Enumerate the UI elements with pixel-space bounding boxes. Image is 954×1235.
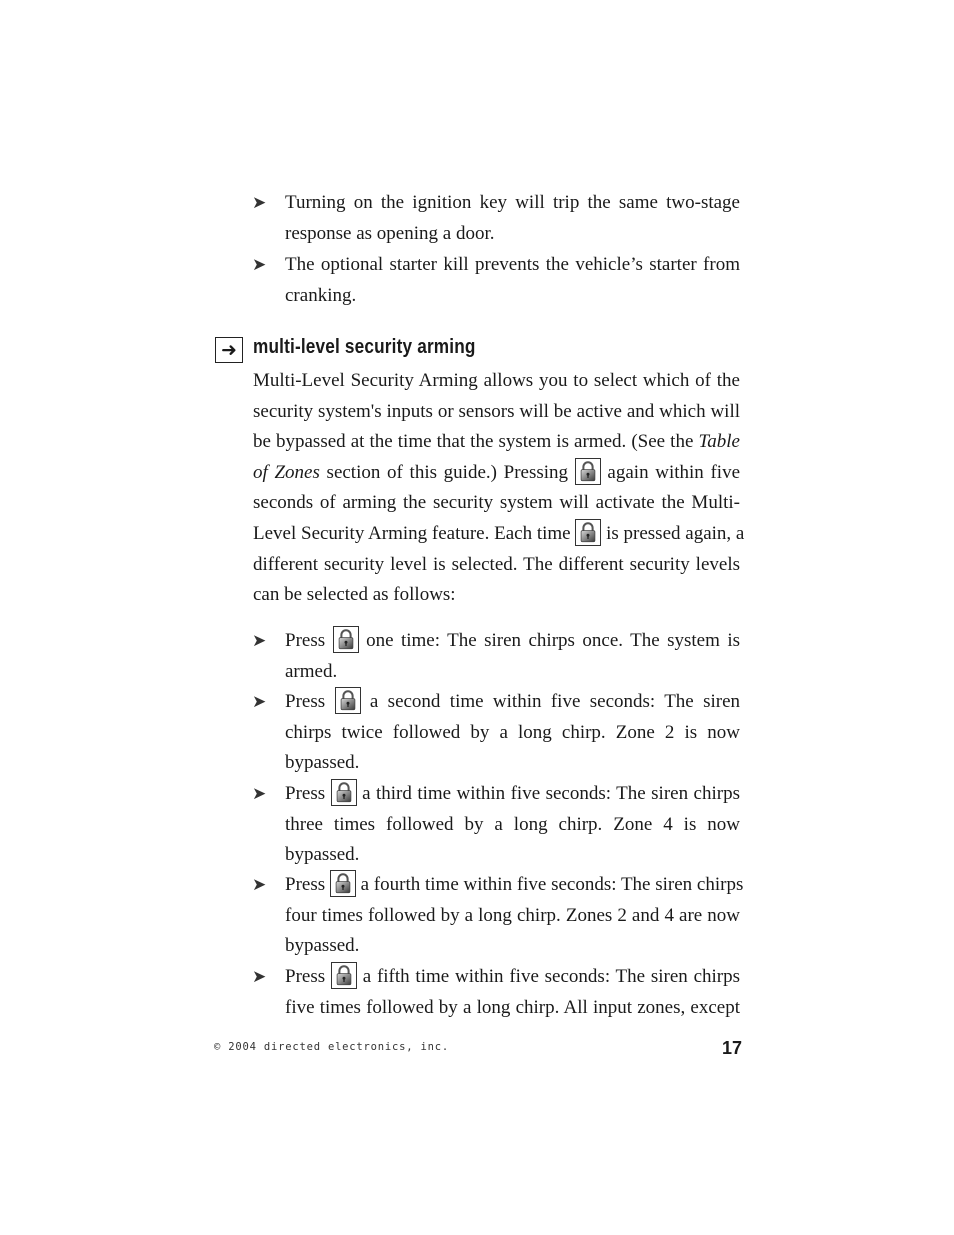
bullet-arrow: ➤ — [252, 692, 267, 711]
bullet-arrow: ➤ — [252, 967, 267, 986]
bullet-arrow: ➤ — [252, 875, 267, 894]
page-number: 17 — [722, 1038, 743, 1058]
lock-button-icon — [575, 458, 601, 485]
bullet-arrow: ➤ — [252, 784, 267, 803]
lock-button-icon — [331, 962, 357, 989]
bullet-arrow: ➤ — [252, 255, 267, 274]
lock-button-icon — [335, 687, 361, 714]
list-item: Press a third time within five seconds: The siren chirps three times followed by a long chirp. Zone 4 is now bypassed. — [285, 779, 740, 871]
lock-button-icon — [333, 626, 359, 653]
bullet-arrow: ➤ — [252, 193, 267, 212]
lock-button-icon — [575, 519, 601, 546]
list-item: Press a fourth time within five seconds: The siren chirps four times followed by a long chirp. Zones 2 and 4 are now bypassed. — [285, 870, 740, 962]
list-item: Press a fifth time within five seconds: The siren chirps five times followed by a long chirp. All input zones, except — [285, 962, 740, 1023]
lock-button-icon — [331, 779, 357, 806]
list-item: Press one time: The siren chirps once. The system is armed. — [285, 626, 740, 687]
list-item: The optional starter kill prevents the vehicle’s starter from cranking. — [285, 254, 740, 306]
body-paragraph: Multi-Level Security Arming allows you to select which of the security system's inputs or sensors will be active and which will be bypassed at the time that the system is armed. (See the Table of Zones section of this guide.) Pressing again within five seconds of arming the security system will activate the Multi- Level Security Arming feature. Each time is pressed again, a different security level is selected. The different security levels can be selected as follows: — [253, 370, 745, 606]
list-item: Turning on the ignition key will trip the same two-stage response as opening a door. — [285, 192, 740, 244]
arrow-icon: ➜ — [215, 337, 243, 363]
copyright-footer: © 2004 directed electronics, inc. — [214, 1041, 450, 1053]
section-heading: multi-level security arming — [253, 336, 476, 358]
lock-button-icon — [330, 870, 356, 897]
bullet-arrow: ➤ — [252, 631, 267, 650]
list-item: Press a second time within five seconds: The siren chirps twice followed by a long chirp. Zone 2 is now bypassed. — [285, 687, 740, 779]
